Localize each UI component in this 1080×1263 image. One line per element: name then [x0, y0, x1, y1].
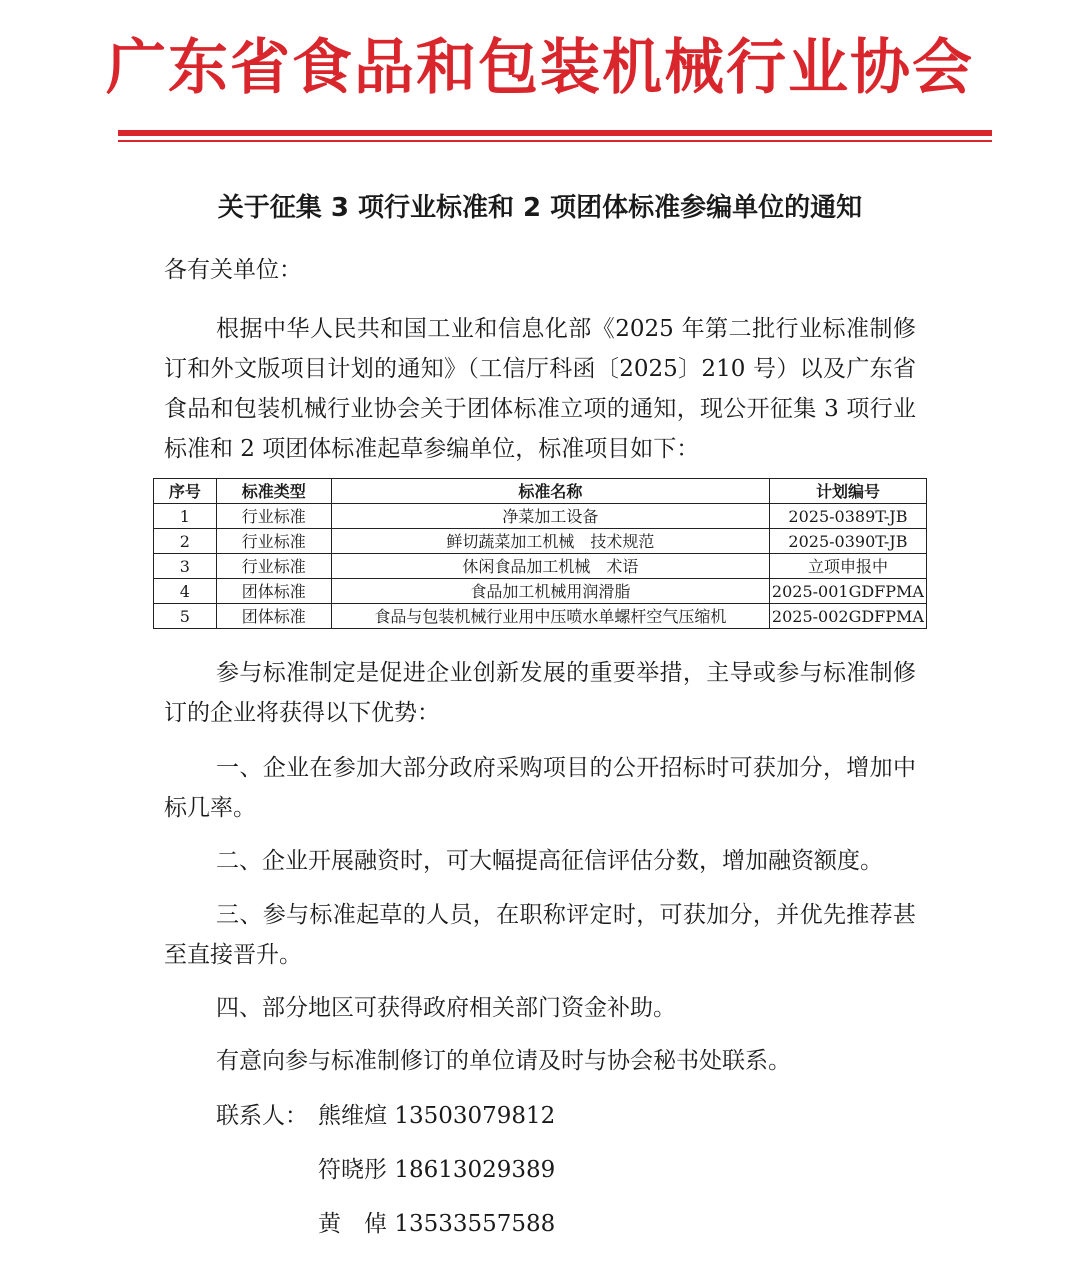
benefits-intro-paragraph: 参与标准制定是促进企业创新发展的重要举措，主导或参与标准制修订的企业将获得以下优势： [164, 660, 916, 726]
letterhead-rule-thin [118, 140, 992, 142]
contact-phone: 13533557588 [394, 1211, 556, 1237]
letterhead-rule-thick [118, 130, 992, 136]
contacts-label: 联系人： [216, 1103, 308, 1129]
contact-entry [318, 1150, 555, 1190]
table-row [154, 504, 927, 529]
header-index: 序号 [154, 479, 217, 504]
header-plan-no: 计划编号 [769, 479, 926, 504]
contact-entry [318, 1204, 555, 1244]
contact-phone: 13503079812 [394, 1103, 556, 1129]
cell-plan-no: 2025-0390T-JB [769, 529, 926, 554]
cell-type: 行业标准 [216, 554, 331, 579]
header-name: 标准名称 [331, 479, 769, 504]
cell-name: 净菜加工设备 [331, 504, 769, 529]
table-row [154, 579, 927, 604]
cell-plan-no: 立项申报中 [769, 554, 926, 579]
cell-plan-no: 2025-001GDFPMA [769, 579, 926, 604]
table-row [154, 529, 927, 554]
contact-name: 符晓彤 [318, 1157, 387, 1183]
table-row [154, 604, 927, 629]
contact-entry [318, 1096, 555, 1136]
cell-type: 团体标准 [216, 604, 331, 629]
table-header-row [154, 479, 927, 504]
notice-title: 关于征集 3 项行业标准和 2 项团体标准参编单位的通知 [217, 193, 863, 223]
standards-table [153, 478, 927, 629]
contact-phone: 18613029389 [394, 1157, 556, 1183]
contact-note-paragraph: 有意向参与标准制修订的单位请及时与协会秘书处联系。 [216, 1048, 791, 1074]
cell-name: 鲜切蔬菜加工机械 技术规范 [331, 529, 769, 554]
cell-name: 食品与包装机械行业用中压喷水单螺杆空气压缩机 [331, 604, 769, 629]
cell-index: 5 [154, 604, 217, 629]
contact-name: 熊维煊 [318, 1103, 387, 1129]
cell-plan-no: 2025-0389T-JB [769, 504, 926, 529]
benefit-item-2: 二、企业开展融资时，可大幅提高征信评估分数，增加融资额度。 [216, 848, 883, 874]
table-row [154, 554, 927, 579]
intro-paragraph: 根据中华人民共和国工业和信息化部《2025 年第二批行业标准制修订和外文版项目计划的通知》（工信厅科函〔2025〕210 号）以及广东省食品和包装机械行业协会关于团体标准立项的通知，现公开征集 3 项行业标准和 2 项团体标准起草参编单位，标准项目如下： [164, 316, 916, 462]
cell-type: 行业标准 [216, 529, 331, 554]
cell-type: 行业标准 [216, 504, 331, 529]
cell-plan-no: 2025-002GDFPMA [769, 604, 926, 629]
contact-name: 黄 倬 [318, 1211, 387, 1237]
benefit-item-3: 三、参与标准起草的人员，在职称评定时，可获加分，并优先推荐甚至直接晋升。 [164, 902, 916, 968]
cell-index: 2 [154, 529, 217, 554]
cell-name: 休闲食品加工机械 术语 [331, 554, 769, 579]
cell-index: 3 [154, 554, 217, 579]
header-type: 标准类型 [216, 479, 331, 504]
cell-name: 食品加工机械用润滑脂 [331, 579, 769, 604]
cell-index: 1 [154, 504, 217, 529]
cell-index: 4 [154, 579, 217, 604]
cell-type: 团体标准 [216, 579, 331, 604]
salutation: 各有关单位： [164, 257, 302, 283]
benefit-item-4: 四、部分地区可获得政府相关部门资金补助。 [216, 995, 676, 1021]
letterhead-org-name: 广东省食品和包装机械行业协会 [106, 33, 974, 103]
benefit-item-1: 一、企业在参加大部分政府采购项目的公开招标时可获加分，增加中标几率。 [164, 755, 916, 821]
